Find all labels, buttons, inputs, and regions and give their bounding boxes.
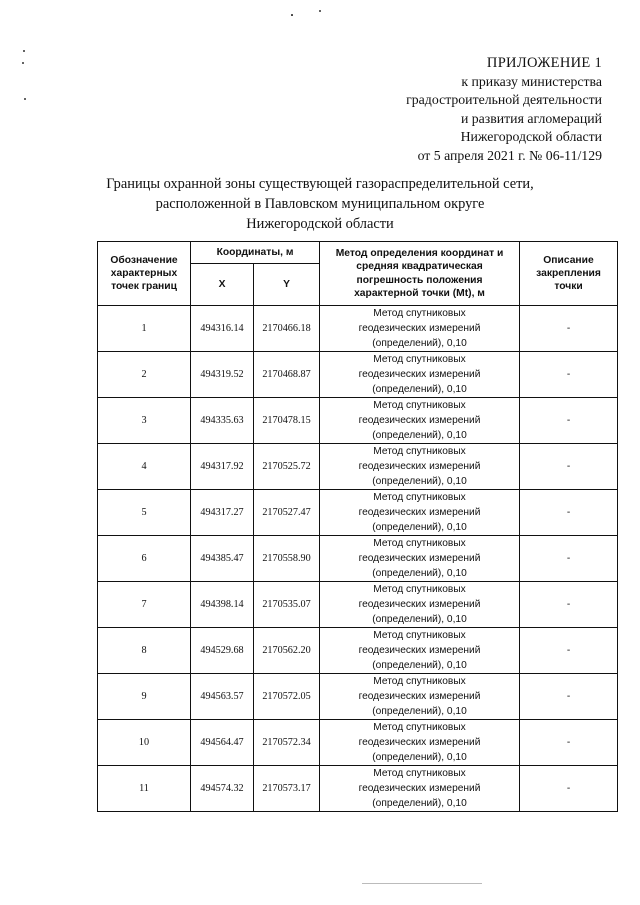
- table-row: [98, 444, 618, 490]
- appendix-line: градостроительной деятельности: [406, 92, 602, 107]
- method-cell: [320, 536, 520, 582]
- method-line: геодезических измерений: [358, 461, 481, 472]
- table-row: [98, 490, 618, 536]
- x-cell: 494317.27: [191, 490, 254, 536]
- table-row: [98, 720, 618, 766]
- coordinates-table: [97, 241, 618, 812]
- method-line: Метод спутниковых: [373, 584, 466, 595]
- x-cell: 494335.63: [191, 398, 254, 444]
- method-line: (определений), 0,10: [372, 338, 467, 349]
- point-cell: 8: [98, 628, 191, 674]
- method-line: геодезических измерений: [358, 323, 481, 334]
- method-line: геодезических измерений: [358, 369, 481, 380]
- table-row: [98, 674, 618, 720]
- header-method-line: характерной точки (Mt), м: [354, 287, 485, 299]
- y-cell: 2170466.18: [254, 306, 320, 352]
- method-line: Метод спутниковых: [373, 492, 466, 503]
- header-point-line: характерных: [110, 267, 178, 279]
- method-line: Метод спутниковых: [373, 676, 466, 687]
- header-method-line: Метод определения координат и: [335, 248, 504, 260]
- method-line: геодезических измерений: [358, 737, 481, 748]
- appendix-line: от 5 апреля 2021 г. № 06-11/129: [417, 147, 602, 163]
- method-line: Метод спутниковых: [373, 768, 466, 779]
- header-point: [98, 242, 191, 306]
- scan-speck: [24, 98, 26, 100]
- table-row: [98, 398, 618, 444]
- table-row: [98, 352, 618, 398]
- point-cell: 2: [98, 352, 191, 398]
- scan-speck: [22, 62, 24, 64]
- method-line: геодезических измерений: [358, 645, 481, 656]
- method-line: (определений), 0,10: [372, 568, 467, 579]
- method-line: геодезических измерений: [358, 507, 481, 518]
- scan-speck: [291, 14, 293, 16]
- method-cell: [320, 490, 520, 536]
- x-cell: 494317.92: [191, 444, 254, 490]
- x-cell: 494319.52: [191, 352, 254, 398]
- appendix-line: к приказу министерства: [461, 73, 602, 89]
- page-edge-mark: [362, 883, 482, 884]
- title-line: Границы охранной зоны существующей газораспределительной сети,: [106, 176, 534, 192]
- point-cell: 1: [98, 306, 191, 352]
- method-cell: [320, 306, 520, 352]
- y-cell: 2170468.87: [254, 352, 320, 398]
- description-cell: -: [520, 720, 618, 766]
- appendix-block: [406, 54, 602, 165]
- table-body: [98, 306, 618, 812]
- method-line: (определений), 0,10: [372, 430, 467, 441]
- header-x: X: [191, 264, 254, 306]
- x-cell: 494563.57: [191, 674, 254, 720]
- point-cell: 7: [98, 582, 191, 628]
- method-line: геодезических измерений: [358, 783, 481, 794]
- y-cell: 2170572.05: [254, 674, 320, 720]
- description-cell: -: [520, 674, 618, 720]
- point-cell: 6: [98, 536, 191, 582]
- description-cell: -: [520, 582, 618, 628]
- header-point-line: точек границ: [111, 281, 177, 293]
- point-cell: 10: [98, 720, 191, 766]
- document-title: [0, 174, 640, 234]
- method-line: (определений), 0,10: [372, 660, 467, 671]
- x-cell: 494574.32: [191, 766, 254, 812]
- header-point-line: Обозначение: [110, 254, 178, 266]
- point-cell: 5: [98, 490, 191, 536]
- header-description-line: точки: [554, 281, 583, 293]
- y-cell: 2170478.15: [254, 398, 320, 444]
- method-cell: [320, 766, 520, 812]
- point-cell: 9: [98, 674, 191, 720]
- method-cell: [320, 444, 520, 490]
- scan-speck: [319, 10, 321, 12]
- title-line: расположенной в Павловском муниципальном округе: [155, 196, 485, 212]
- header-method-line: погрешность положения: [356, 274, 483, 286]
- description-cell: -: [520, 444, 618, 490]
- header-method-line: средняя квадратическая: [356, 261, 483, 273]
- method-cell: [320, 720, 520, 766]
- method-line: Метод спутниковых: [373, 446, 466, 457]
- table-row: [98, 536, 618, 582]
- table-row: [98, 766, 618, 812]
- point-cell: 4: [98, 444, 191, 490]
- y-cell: 2170562.20: [254, 628, 320, 674]
- table-row: [98, 582, 618, 628]
- header-description-line: Описание: [543, 254, 594, 266]
- method-cell: [320, 352, 520, 398]
- method-cell: [320, 582, 520, 628]
- description-cell: -: [520, 490, 618, 536]
- method-line: (определений), 0,10: [372, 384, 467, 395]
- method-line: Метод спутниковых: [373, 400, 466, 411]
- y-cell: 2170573.17: [254, 766, 320, 812]
- x-cell: 494529.68: [191, 628, 254, 674]
- appendix-line: и развития агломераций: [460, 110, 602, 126]
- point-cell: 3: [98, 398, 191, 444]
- method-line: (определений), 0,10: [372, 476, 467, 487]
- description-cell: -: [520, 766, 618, 812]
- method-line: (определений), 0,10: [372, 706, 467, 717]
- method-line: Метод спутниковых: [373, 538, 466, 549]
- y-cell: 2170572.34: [254, 720, 320, 766]
- header-coordinates: Координаты, м: [191, 242, 320, 264]
- method-line: Метод спутниковых: [373, 354, 466, 365]
- x-cell: 494316.14: [191, 306, 254, 352]
- y-cell: 2170558.90: [254, 536, 320, 582]
- point-cell: 11: [98, 766, 191, 812]
- method-line: (определений), 0,10: [372, 522, 467, 533]
- description-cell: -: [520, 352, 618, 398]
- table-row: [98, 306, 618, 352]
- method-cell: [320, 398, 520, 444]
- y-cell: 2170527.47: [254, 490, 320, 536]
- appendix-line: Нижегородской области: [460, 129, 602, 144]
- description-cell: -: [520, 536, 618, 582]
- method-line: геодезических измерений: [358, 415, 481, 426]
- description-cell: -: [520, 306, 618, 352]
- header-description: [520, 242, 618, 306]
- header-method: [320, 242, 520, 306]
- header-y: Y: [254, 264, 320, 306]
- method-cell: [320, 628, 520, 674]
- y-cell: 2170525.72: [254, 444, 320, 490]
- method-line: Метод спутниковых: [373, 308, 466, 319]
- method-line: (определений), 0,10: [372, 614, 467, 625]
- x-cell: 494564.47: [191, 720, 254, 766]
- table-row: [98, 628, 618, 674]
- method-line: Метод спутниковых: [373, 722, 466, 733]
- method-line: (определений), 0,10: [372, 798, 467, 809]
- title-line: Нижегородской области: [246, 216, 394, 232]
- method-cell: [320, 674, 520, 720]
- header-description-line: закрепления: [536, 267, 601, 279]
- description-cell: -: [520, 398, 618, 444]
- y-cell: 2170535.07: [254, 582, 320, 628]
- method-line: геодезических измерений: [358, 599, 481, 610]
- method-line: геодезических измерений: [358, 691, 481, 702]
- method-line: геодезических измерений: [358, 553, 481, 564]
- scan-speck: [23, 50, 25, 52]
- x-cell: 494385.47: [191, 536, 254, 582]
- method-line: (определений), 0,10: [372, 752, 467, 763]
- description-cell: -: [520, 628, 618, 674]
- method-line: Метод спутниковых: [373, 630, 466, 641]
- appendix-heading: ПРИЛОЖЕНИЕ 1: [486, 55, 602, 71]
- x-cell: 494398.14: [191, 582, 254, 628]
